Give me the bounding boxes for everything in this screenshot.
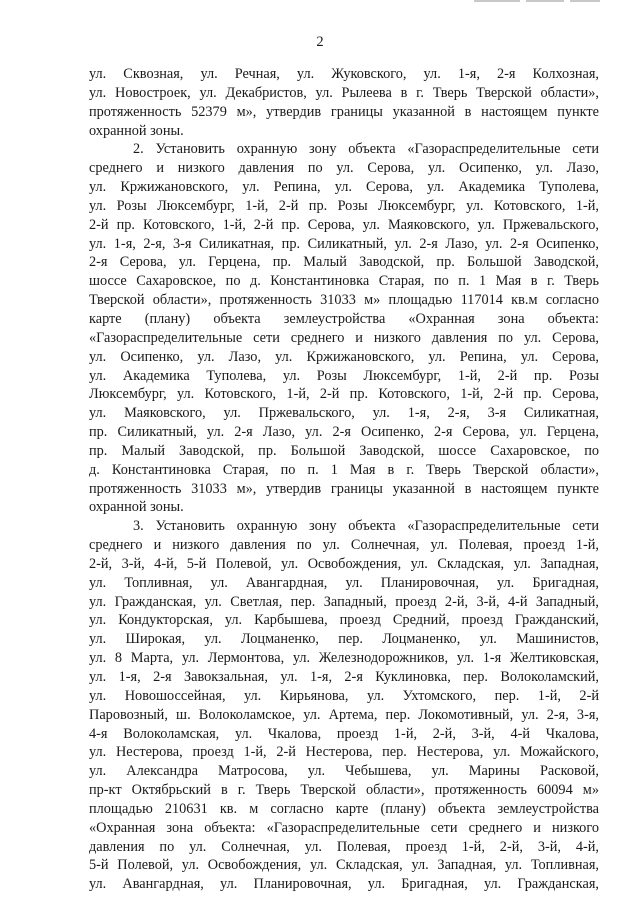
document-body [89,65,599,894]
text-line: ул. Новошоссейная, ул. Кирьянова, ул. Ухтомского, пер. 1-й, 2-й [89,687,599,704]
text-line: ул. Маяковского, ул. Пржевальского, ул. 1-я, 2-я, 3-я Силикатная, [89,405,599,422]
text-line: давления по ул. Солнечная, ул. Полевая, проезд 1-й, 2-й, 3-й, 4-й, [89,838,599,855]
text-line: карте (плану) объекта землеустройства «Охранная зона объекта: [89,310,599,327]
text-line: Паровозный, ш. Волоколамское, ул. Артема, пер. Локомотивный, ул. 2-я, 3-я, [89,706,599,723]
text-line: Люксембург, ул. Котовского, 1-й, 2-й пр. Котовского, 1-й, 2-й пр. Серова, [89,386,599,403]
text-line: пр-кт Октябрьский в г. Тверь Тверской области», протяженность 60094 м» [89,782,599,799]
text-line: среднего и низкого давления по ул. Солнечная, ул. Полевая, проезд 1-й, [89,537,599,554]
text-line: среднего и низкого давления по ул. Серова, ул. Осипенко, ул. Лазо, [89,160,599,177]
text-line: «Газораспределительные сети среднего и низкого давления по ул. Серова, [89,329,599,346]
text-line: 2-й, 3-й, 4-й, 5-й Полевой, ул. Освобождения, ул. Складская, ул. Западная, [89,555,599,572]
scan-edge-marks [474,0,600,2]
text-line: ул. Сквозная, ул. Речная, ул. Жуковского, ул. 1-я, 2-я Колхозная, [89,66,599,82]
text-line: ул. Осипенко, ул. Лазо, ул. Кржижановского, ул. Репина, ул. Серова, [89,348,599,365]
text-line: ул. Авангардная, ул. Планировочная, ул. Бригадная, ул. Гражданская, [89,876,599,893]
text-line: д. Константиновка Старая, по п. 1 Мая в г. Тверь Тверской области», [89,461,599,478]
text-line: ул. Новостроек, ул. Декабристов, ул. Рылеева в г. Тверь Тверской области», [89,84,599,101]
text-line: шоссе Сахаровское, по д. Константиновка Старая, по п. 1 Мая в г. Тверь [89,273,599,290]
text-line: 2-я Серова, ул. Герцена, пр. Малый Заводской, пр. Большой Заводской, [89,254,599,271]
text-line: ул. Нестерова, проезд 1-й, 2-й Нестерова, пер. Нестерова, ул. Можайского, [89,744,599,761]
text-line: протяженность 31033 м», утвердив границы указанной в настоящем пункте [89,480,599,497]
text-line: ул. Академика Туполева, ул. Розы Люксембург, 1-й, 2-й пр. Розы [89,367,599,384]
page-number: 2 [316,34,324,50]
text-line: ул. Александра Матросова, ул. Чебышева, ул. Марины Расковой, [89,763,599,780]
text-line: ул. Топливная, ул. Авангардная, ул. Планировочная, ул. Бригадная, [89,574,599,591]
text-line: «Охранная зона объекта: «Газораспределительные сети среднего и низкого [89,819,599,836]
text-line: 3. Установить охранную зону объекта «Газораспределительные сети [133,518,599,535]
text-line: ул. Кржижановского, ул. Репина, ул. Серова, ул. Академика Туполева, [89,179,599,196]
text-line: площадью 210631 кв. м согласно карте (плану) объекта землеустройства [89,800,599,817]
text-line: ул. 1-я, 2-я, 3-я Силикатная, пр. Силикатный, ул. 2-я Лазо, ул. 2-я Осипенко, [89,235,599,252]
scan-mark [474,0,520,2]
text-line: ул. Розы Люксембург, 1-й, 2-й пр. Розы Люксембург, ул. Котовского, 1-й, [89,197,599,214]
text-line: ул. 1-я, 2-я Завокзальная, ул. 1-я, 2-я Куклиновка, пер. Волоколамский, [89,669,599,685]
text-line: 2-й пр. Котовского, 1-й, 2-й пр. Серова, ул. Маяковского, ул. Пржевальского, [89,216,599,233]
text-line: 5-й Полевой, ул. Освобождения, ул. Складская, ул. Западная, ул. Топливная, [89,857,599,874]
text-line: ул. Кондукторская, ул. Карбышева, проезд Средний, проезд Гражданский, [89,612,599,629]
text-line: Тверской области», протяженность 31033 м» площадью 117014 кв.м согласно [89,292,599,309]
text-line: ул. Широкая, ул. Лоцманенко, пер. Лоцманенко, ул. Машинистов, [89,631,599,648]
text-line: пр. Малый Заводской, пр. Большой Заводской, шоссе Сахаровское, по [89,442,599,459]
text-line: ул. Гражданская, ул. Светлая, пер. Западный, проезд 2-й, 3-й, 4-й Западный, [89,593,599,610]
text-line: пр. Силикатный, ул. 2-я Лазо, ул. 2-я Осипенко, 2-я Серова, ул. Герцена, [89,424,599,441]
text-line: 2. Установить охранную зону объекта «Газораспределительные сети [133,141,599,158]
scan-mark [526,0,564,2]
text-line: протяженность 52379 м», утвердив границы указанной в настоящем пункте [89,103,599,120]
text-line: 4-я Волоколамская, ул. Чкалова, проезд 1-й, 2-й, 3-й, 4-й Чкалова, [89,725,599,742]
text-line: ул. 8 Марта, ул. Лермонтова, ул. Железнодорожников, ул. 1-я Желтиковская, [89,650,599,667]
text-line: охранной зоны. [89,499,184,516]
text-line: охранной зоны. [89,122,184,139]
scan-mark [570,0,600,2]
